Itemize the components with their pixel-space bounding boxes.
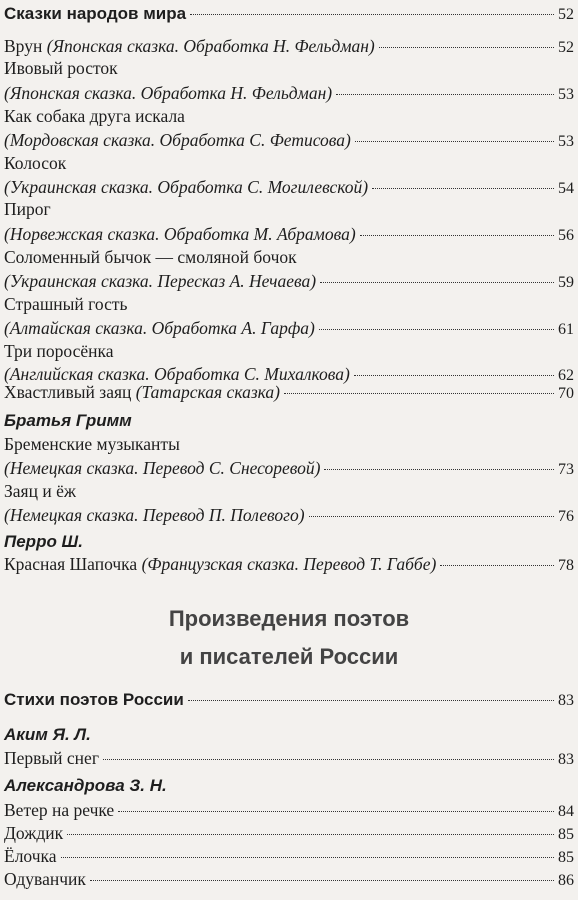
section-russian-poems: [4, 690, 574, 710]
dot-leader: [61, 857, 554, 858]
dot-leader: [324, 469, 554, 470]
toc-entry: [4, 800, 574, 821]
section-title: Сказки народов мира: [4, 4, 187, 23]
page-number: 73: [558, 461, 574, 478]
toc-entry: [4, 271, 574, 292]
entry-title: Колосок: [4, 153, 67, 173]
page-number: 52: [558, 6, 574, 23]
page-number: 54: [558, 180, 574, 197]
entry-note: (Немецкая сказка. Перевод С. Снесоревой): [4, 458, 321, 478]
dot-leader: [319, 329, 554, 330]
author-heading: [4, 725, 574, 745]
dot-leader: [379, 47, 554, 48]
toc-entry: [4, 846, 574, 867]
entry-title: Бременские музыканты: [4, 434, 180, 454]
toc-entry: [4, 36, 574, 57]
part-heading-line1: Произведения поэтов: [168, 606, 410, 631]
author-name: Перро Ш.: [4, 532, 83, 551]
entry-note: (Алтайская сказка. Обработка А. Гарфа): [4, 318, 315, 338]
page-number: 85: [558, 826, 574, 843]
page-number: 62: [558, 367, 574, 384]
entry-title: Ивовый росток: [4, 58, 118, 78]
page-number: 59: [558, 274, 574, 291]
part-heading-line2: и писателей России: [179, 644, 399, 669]
dot-leader: [67, 834, 554, 835]
entry-title: Страшный гость: [4, 294, 128, 314]
toc-entry: [4, 177, 574, 198]
toc-entry: [4, 554, 574, 575]
page-number: 86: [558, 872, 574, 889]
entry-title-line: [4, 434, 574, 455]
section-folk-tales: [4, 4, 574, 24]
entry-title-line: [4, 294, 574, 315]
dot-leader: [284, 393, 554, 394]
page-number: 52: [558, 39, 574, 56]
dot-leader: [320, 282, 554, 283]
entry-title: Заяц и ёж: [4, 481, 76, 501]
entry-note: (Татарская сказка): [135, 382, 280, 402]
toc-entry: [4, 318, 574, 339]
entry-title: Хвастливый заяц: [4, 382, 132, 402]
toc-entry: [4, 382, 574, 403]
page-number: 78: [558, 557, 574, 574]
dot-leader: [440, 565, 554, 566]
section-title: Стихи поэтов России: [4, 690, 184, 709]
page-number: 85: [558, 849, 574, 866]
page-number: 53: [558, 133, 574, 150]
entry-title-line: [4, 106, 574, 127]
entry-title: Дождик: [4, 823, 64, 843]
entry-title: Пирог: [4, 199, 51, 219]
entry-note: (Французская сказка. Перевод Т. Габбе): [141, 554, 437, 574]
dot-leader: [190, 14, 554, 15]
entry-note: (Японская сказка. Обработка Н. Фельдман): [4, 83, 333, 103]
entry-title-line: [4, 247, 574, 268]
toc-entry: [4, 458, 574, 479]
entry-title-line: [4, 153, 574, 174]
entry-title: Три поросёнка: [4, 341, 114, 361]
entry-title: Как собака друга искала: [4, 106, 185, 126]
entry-note: (Украинская сказка. Обработка С. Могилевской): [4, 177, 369, 197]
dot-leader: [309, 516, 554, 517]
dot-leader: [372, 188, 554, 189]
dot-leader: [355, 141, 554, 142]
entry-note: (Мордовская сказка. Обработка С. Фетисова): [4, 130, 351, 150]
author-heading: [4, 411, 574, 431]
dot-leader: [354, 375, 554, 376]
dot-leader: [103, 759, 554, 760]
page-number: 83: [558, 751, 574, 768]
entry-title: Одуванчик: [4, 869, 86, 889]
entry-title-line: [4, 481, 574, 502]
author-name: Братья Гримм: [4, 411, 132, 430]
author-heading: [4, 776, 574, 796]
entry-title-line: [4, 341, 574, 362]
toc-entry: [4, 748, 574, 769]
entry-note: (Японская сказка. Обработка Н. Фельдман): [46, 36, 375, 56]
entry-note: (Украинская сказка. Пересказ А. Нечаева): [4, 271, 317, 291]
toc-entry: [4, 224, 574, 245]
entry-title: Первый снег: [4, 748, 99, 768]
author-heading: [4, 532, 574, 552]
entry-note: (Немецкая сказка. Перевод П. Полевого): [4, 505, 305, 525]
toc-entry: [4, 83, 574, 104]
author-name: Александрова З. Н.: [4, 776, 167, 795]
dot-leader: [360, 235, 554, 236]
page-number: 83: [558, 692, 574, 709]
entry-title: Ёлочка: [4, 846, 57, 866]
entry-title: Врун: [4, 36, 43, 56]
toc-entry: [4, 823, 574, 844]
entry-title: Ветер на речке: [4, 800, 115, 820]
entry-title-line: [4, 199, 574, 220]
toc-entry: [4, 130, 574, 151]
dot-leader: [90, 880, 554, 881]
dot-leader: [118, 811, 554, 812]
page-number: 53: [558, 86, 574, 103]
entry-title: Соломенный бычок — смоляной бочок: [4, 247, 297, 267]
entry-title: Красная Шапочка: [4, 554, 138, 574]
page-number: 76: [558, 508, 574, 525]
page-number: 56: [558, 227, 574, 244]
entry-note: (Английская сказка. Обработка С. Михалкова): [4, 364, 350, 384]
page-number: 70: [558, 385, 574, 402]
dot-leader: [336, 94, 554, 95]
author-name: Аким Я. Л.: [4, 725, 91, 744]
entry-note: (Норвежская сказка. Обработка М. Абрамова): [4, 224, 356, 244]
toc-entry: [4, 505, 574, 526]
toc-entry: [4, 869, 574, 890]
dot-leader: [188, 700, 554, 701]
page-number: 61: [558, 321, 574, 338]
entry-title-line: [4, 58, 574, 79]
page-number: 84: [558, 803, 574, 820]
